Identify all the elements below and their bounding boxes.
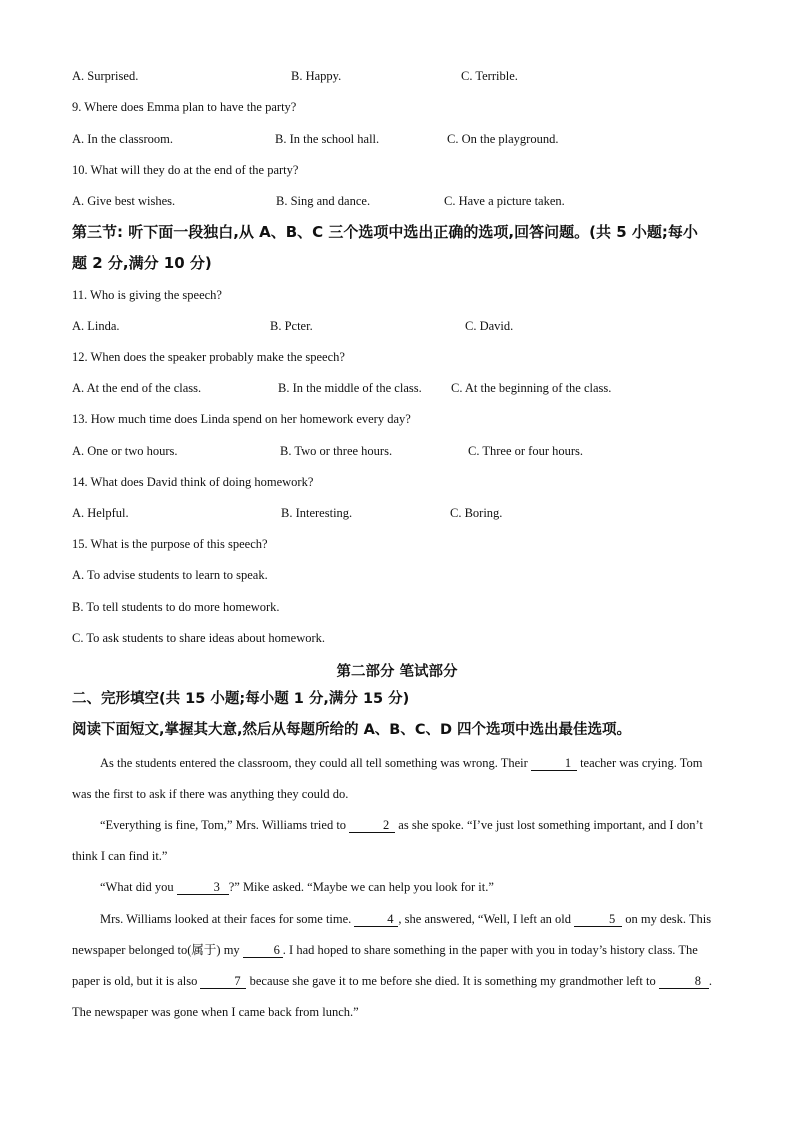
passage-paragraph-3 — [72, 872, 722, 903]
passage-paragraph-4 — [72, 904, 722, 1028]
q11-option-c: C. David. — [465, 319, 514, 333]
section3-heading-line2: 题 2 分,满分 10 分) — [72, 254, 212, 272]
passage-paragraph-1 — [72, 748, 722, 810]
section3-heading-line1: 第三节: 听下面一段独白,从 A、B、C 三个选项中选出正确的选项,回答问题。(共 5 小题;每小 — [72, 223, 698, 241]
cloze-heading: 二、完形填空(共 15 小题;每小题 1 分,满分 15 分) — [72, 691, 410, 707]
q14-option-c: C. Boring. — [450, 506, 503, 520]
blank-2: 2 — [349, 818, 395, 833]
q8-option-b: B. Happy. — [291, 69, 342, 83]
q9-question: 9. Where does Emma plan to have the party? — [72, 100, 297, 114]
passage-text: on my desk. This newspaper belonged to(属于) my — [72, 912, 712, 957]
q10-question: 10. What will they do at the end of the party? — [72, 163, 299, 177]
q10-option-c: C. Have a picture taken. — [444, 194, 565, 208]
q15-option-a: A. To advise students to learn to speak. — [72, 568, 268, 582]
q13-option-a: A. One or two hours. — [72, 444, 178, 458]
passage-text: “What did you — [100, 880, 177, 894]
q8-option-a: A. Surprised. — [72, 69, 139, 83]
part2-title: 第二部分 笔试部分 — [336, 664, 458, 680]
q15-question: 15. What is the purpose of this speech? — [72, 537, 268, 551]
passage-text: because she gave it to me before she died. It is something my grandmother left to — [246, 974, 659, 988]
q12-option-a: A. At the end of the class. — [72, 381, 202, 395]
q9-option-a: A. In the classroom. — [72, 132, 174, 146]
q9-option-b: B. In the school hall. — [275, 132, 380, 146]
blank-5: 5 — [574, 912, 622, 927]
passage-text: Mrs. Williams looked at their faces for some time. — [100, 912, 355, 926]
q12-question: 12. When does the speaker probably make the speech? — [72, 350, 345, 364]
passage-text: . I had hoped to share something in the paper with you in today’s history class. The paper is old, but it is also — [72, 943, 698, 988]
blank-1: 1 — [531, 756, 577, 771]
q13-option-c: C. Three or four hours. — [468, 444, 584, 458]
q14-option-a: A. Helpful. — [72, 506, 129, 520]
q14-option-b: B. Interesting. — [281, 506, 353, 520]
passage-text: as she spoke. “I’ve just lost something important, and I don’t think I can find it.” — [72, 818, 703, 863]
q14-question: 14. What does David think of doing homework? — [72, 475, 314, 489]
passage-text: , she answered, “Well, I left an old — [398, 912, 575, 926]
cloze-instruction: 阅读下面短文,掌握其大意,然后从每题所给的 A、B、C、D 四个选项中选出最佳选项。 — [72, 722, 632, 738]
q9-option-c: C. On the playground. — [447, 132, 559, 146]
blank-6: 6 — [243, 943, 283, 958]
q11-question: 11. Who is giving the speech? — [72, 288, 222, 302]
blank-4: 4 — [354, 912, 398, 927]
q13-question: 13. How much time does Linda spend on her homework every day? — [72, 412, 411, 426]
passage-text: As the students entered the classroom, they could all tell something was wrong. Their — [100, 756, 531, 770]
q8-option-c: C. Terrible. — [461, 69, 518, 83]
blank-8: 8 — [659, 974, 709, 989]
passage-text: . The newspaper was gone when I came back from lunch.” — [72, 974, 712, 1019]
passage-text: ?” Mike asked. “Maybe we can help you look for it.” — [228, 880, 494, 894]
blank-7: 7 — [200, 974, 246, 989]
passage-paragraph-2 — [72, 810, 722, 872]
q13-option-b: B. Two or three hours. — [280, 444, 393, 458]
blank-3: 3 — [177, 880, 229, 895]
q10-option-b: B. Sing and dance. — [276, 194, 371, 208]
q10-option-a: A. Give best wishes. — [72, 194, 176, 208]
passage-text: teacher was crying. Tom was the first to ask if there was anything they could do. — [72, 756, 703, 801]
q15-option-c: C. To ask students to share ideas about homework. — [72, 631, 326, 645]
q11-option-a: A. Linda. — [72, 319, 120, 333]
q12-option-b: B. In the middle of the class. — [278, 381, 422, 395]
passage-text: “Everything is fine, Tom,” Mrs. Williams tried to — [100, 818, 350, 832]
q12-option-c: C. At the beginning of the class. — [451, 381, 612, 395]
q15-option-b: B. To tell students to do more homework. — [72, 600, 280, 614]
q11-option-b: B. Pcter. — [270, 319, 313, 333]
